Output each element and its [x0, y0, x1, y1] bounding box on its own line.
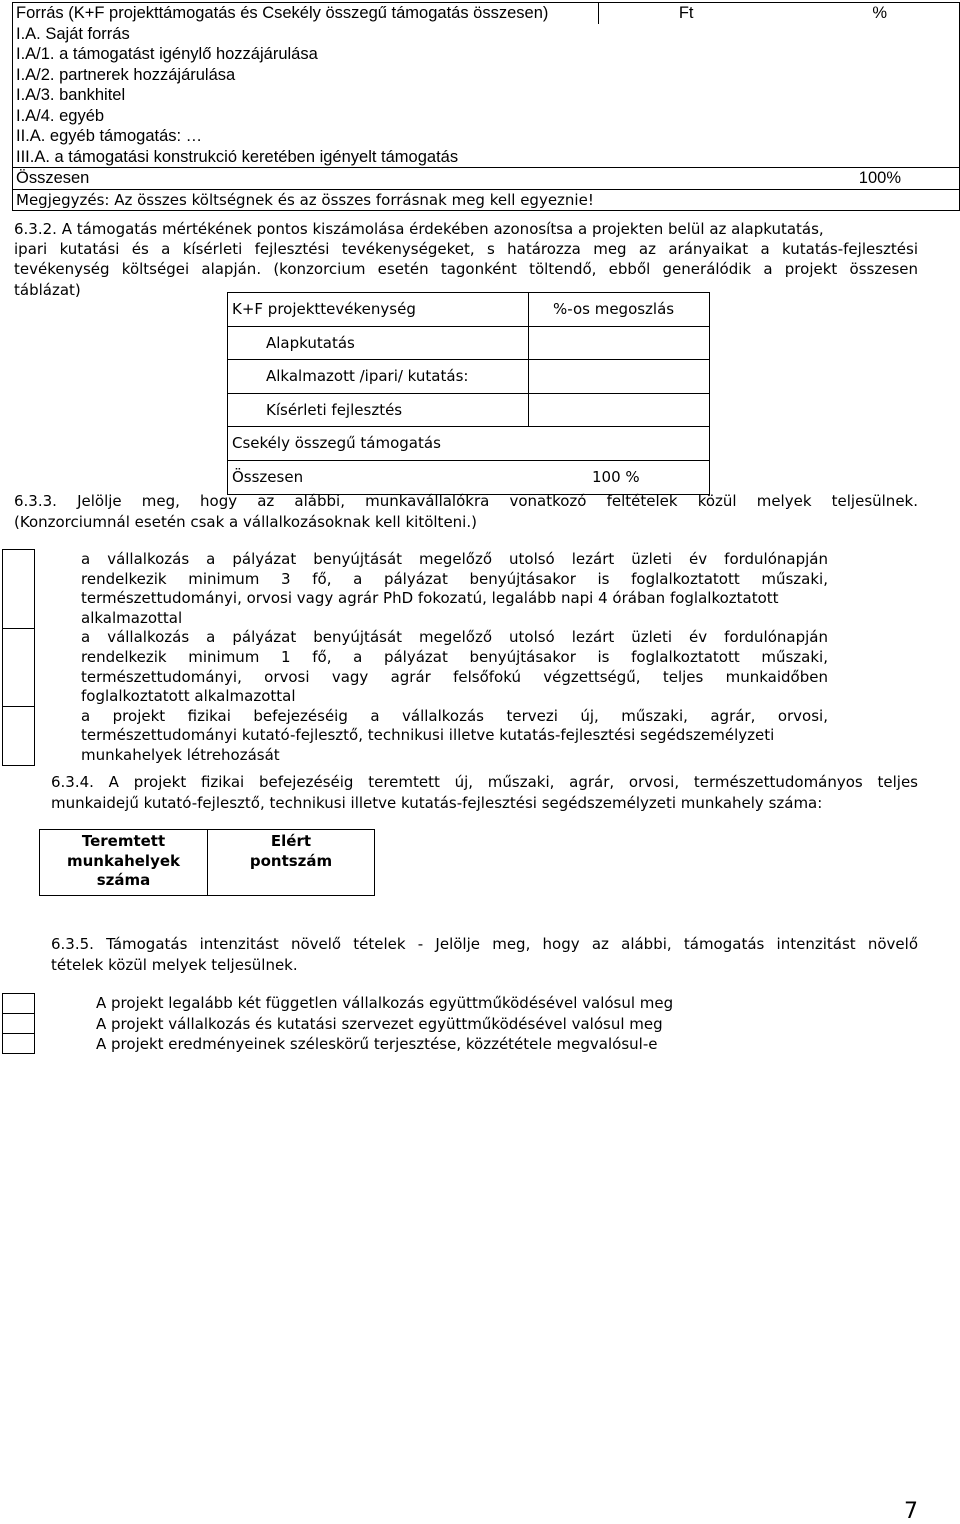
funding-header-pct: %	[856, 3, 960, 24]
kf-header-row	[228, 293, 709, 326]
funding-row: I.A. Saját forrás	[13, 24, 960, 45]
section-633-line: (Konzorciumnál esetén csak a vállalkozásoknak kell kitölteni.)	[14, 512, 477, 531]
employee-condition-checkbox[interactable]	[2, 549, 35, 629]
section-632-line: tevékenység költségei alapján. (konzorcium esetén tagonként töltendő, ebből generálódik a projekt összesen	[14, 260, 918, 279]
header-line: munkahelyek	[66, 851, 180, 870]
option-line: természettudományi kutató-fejlesztő, technikusi illetve kutatás-fejlesztési segédszemélyzeti	[81, 726, 775, 745]
option-line: a projekt fizikai befejezéséig a vállalkozás tervezi új, műszaki, agrár, orvosi,	[81, 706, 828, 725]
option-line: természettudományi, orvosi vagy agrár felsőfokú végzettségű, teljes munkaidőben	[81, 667, 828, 686]
kf-small-aid-label: Csekély összegű támogatás	[232, 434, 441, 453]
score-header	[208, 832, 374, 871]
section-634-text	[51, 772, 918, 813]
intensity-checkbox[interactable]	[2, 1013, 35, 1034]
intensity-options	[96, 993, 673, 1055]
section-635-text	[51, 934, 918, 975]
employee-condition-checkbox[interactable]	[2, 706, 35, 766]
header-line: Elért	[270, 832, 312, 850]
section-635-line: 6.3.5. Támogatás intenzitást növelő tételek - Jelölje meg, hogy az alábbi, támogatás intenzitást növelő	[51, 935, 918, 953]
intensity-option-label: A projekt legalább két független vállalkozás együttműködésével valósul meg	[96, 994, 674, 1012]
kf-header-activity: K+F projekttevékenység	[232, 300, 416, 318]
funding-row: II.A. egyéb támogatás: …	[13, 126, 960, 147]
funding-note: Megjegyzés: Az összes költségnek és az összes forrásnak meg kell egyeznie!	[13, 189, 960, 211]
page-number: 7	[904, 1499, 918, 1524]
kf-row-label: Alapkutatás	[266, 333, 355, 352]
kf-small-aid-row	[228, 426, 709, 460]
header-line: Teremtett	[81, 832, 166, 850]
employee-condition-option	[81, 550, 828, 628]
option-line: alkalmazottal	[81, 608, 183, 627]
section-632-line: táblázat)	[14, 280, 81, 299]
option-line: a vállalkozás a pályázat benyújtását megelőző utolsó lezárt üzleti év fordulónapján	[81, 628, 828, 647]
kf-row-label: Alkalmazott /ipari/ kutatás:	[266, 367, 469, 386]
workplaces-table	[39, 829, 375, 896]
section-633-text	[14, 491, 918, 532]
kf-row	[228, 326, 709, 360]
intensity-option-label: A projekt vállalkozás és kutatási szervezet együttműködésével valósul meg	[96, 1014, 663, 1033]
employee-condition-option	[81, 628, 828, 706]
section-632-line: 6.3.2. A támogatás mértékének pontos kiszámolása érdekében azonosítsa a projekten belül az alapkutatás,	[14, 220, 824, 238]
kf-table	[227, 292, 710, 495]
intensity-checkbox[interactable]	[2, 993, 35, 1014]
option-line: munkahelyek létrehozását	[81, 745, 280, 764]
funding-row: I.A/3. bankhitel	[13, 85, 960, 106]
kf-row	[228, 393, 709, 427]
employee-condition-checkbox[interactable]	[2, 628, 35, 707]
section-632-line: ipari kutatási és a kísérleti fejlesztési tevékenységeket, s határozza meg az arányaikat a kutatás-fejlesztési	[14, 240, 918, 259]
option-line: foglalkoztatott alkalmazottal	[81, 687, 296, 706]
kf-total-value: 100 %	[592, 467, 640, 486]
kf-total-label: Összesen	[232, 467, 304, 486]
kf-row	[228, 359, 709, 393]
option-line: természettudományi, orvosi vagy agrár PhD fokozatú, legalább napi 4 órában foglalkoztatott	[81, 589, 779, 608]
funding-row: III.A. a támogatási konstrukció keretében igényelt támogatás	[13, 147, 960, 168]
funding-table-header-row	[13, 3, 960, 24]
funding-row: I.A/1. a támogatást igénylő hozzájárulása	[13, 44, 960, 65]
kf-row-label: Kísérleti fejlesztés	[266, 400, 403, 419]
funding-header-label: Forrás (K+F projekttámogatás és Csekély összegű támogatás összesen)	[13, 3, 599, 24]
section-632-text	[14, 219, 918, 300]
kf-header-share: %-os megoszlás	[553, 300, 675, 318]
workplaces-count-header	[40, 832, 207, 891]
header-line: száma	[96, 871, 151, 889]
funding-total-pct: 100%	[856, 168, 960, 190]
option-line: rendelkezik minimum 1 fő, a pályázat benyújtásakor is foglalkoztatott műszaki,	[81, 647, 828, 666]
intensity-checkbox[interactable]	[2, 1033, 35, 1054]
option-line: a vállalkozás a pályázat benyújtását megelőző utolsó lezárt üzleti év fordulónapján	[81, 550, 828, 568]
employee-condition-options	[81, 550, 828, 766]
funding-total-label: Összesen	[13, 168, 856, 190]
funding-header-ft: Ft	[598, 3, 855, 24]
header-line: pontszám	[249, 851, 333, 870]
funding-table	[12, 2, 960, 211]
section-634-line: munkaidejű kutató-fejlesztő, technikusi illetve kutatás-fejlesztési segédszemélyzeti munkahely száma:	[51, 793, 823, 812]
funding-total-row	[13, 168, 960, 190]
section-635-line: tételek közül melyek teljesülnek.	[51, 955, 298, 974]
section-634-line: 6.3.4. A projekt fizikai befejezéséig teremtett új, műszaki, agrár, orvosi, természettudományos teljes	[51, 773, 918, 791]
section-633-line: 6.3.3. Jelölje meg, hogy az alábbi, munkavállalókra vonatkozó feltételek közül melyek teljesülnek.	[14, 492, 918, 510]
funding-row: I.A/2. partnerek hozzájárulása	[13, 65, 960, 86]
option-line: rendelkezik minimum 3 fő, a pályázat benyújtásakor is foglalkoztatott műszaki,	[81, 569, 828, 588]
funding-row: I.A/4. egyéb	[13, 106, 960, 127]
intensity-option-label: A projekt eredményeinek széleskörű terjesztése, közzététele megvalósul-e	[96, 1035, 658, 1053]
employee-condition-option	[81, 707, 828, 766]
kf-total-row	[228, 460, 709, 494]
